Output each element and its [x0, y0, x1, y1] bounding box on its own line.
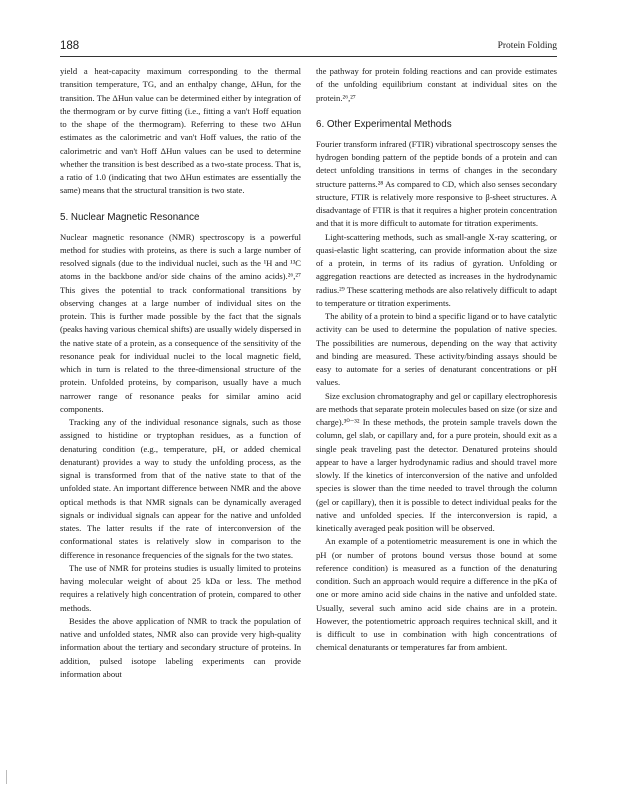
- paragraph: Tracking any of the individual resonance signals, such as those assigned to histidine or tryptophan residues, as a function of denaturing condition (e.g., temperature, pH, or added chemical denaturant) provides a way to study the unfolding process, as the signal is transformed from that of the native state to that of the unfolded state. An important difference between NMR and the above optical methods is that NMR signals can be dynamically averaged signals or individual signals can appear for the native and unfolded states. The latter results if the rate of interconversion of the conformational states is relatively slow in comparison to the difference in resonance frequencies of the signals for the two states.: [60, 417, 301, 560]
- running-head: Protein Folding: [497, 41, 557, 51]
- paragraph: Light-scattering methods, such as small-angle X-ray scattering, or quasi-elastic light scattering, can provide information about the size of a protein, in terms of its radius of gyration. Unfolding or aggregation reactions are detected as increases in the hydrodynamic radius.²⁹ These scattering methods are also relatively difficult to adapt to temperature or titration experiments.: [316, 231, 557, 308]
- paragraph: the pathway for protein folding reactions and can provide estimates of the unfolding equilibrium constant at individual sites on the protein.²⁶,²⁷: [316, 66, 557, 103]
- paragraph: The ability of a protein to bind a specific ligand or to have catalytic activity can be used to determine the population of native species. The possibilities are numerous, depending on the way that activity and binding are measured. These activity/binding assays should be easy to automate for a series of denaturant concentrations or pH values.: [316, 311, 557, 388]
- scan-edge-mark: [6, 770, 7, 784]
- paragraph: Besides the above application of NMR to track the population of native and unfolded states, NMR also can provide very high-quality information about the tertiary and secondary structure of proteins. In addition, pulsed isotope labeling experiments can provide information about: [60, 615, 301, 679]
- section-heading-nmr: 5. Nuclear Magnetic Resonance: [60, 211, 200, 223]
- paragraph: An example of a potentiometric measurement is one in which the pH (or number of protons bound versus those bound at some reference condition) is measured as a function of the denaturing condition. Such an approach would require a difference in the pKa of one or more amino acid side chains in the native and unfolded state. Usually, several such amino acid side chains are in a protein. However, the potentiometric approach requires technical skill, and it is difficult to use in combination with high concentrations of chemical denaturants or temperatures far from ambient.: [316, 536, 557, 653]
- paragraph: Fourier transform infrared (FTIR) vibrational spectroscopy senses the hydrogen bonding pattern of the peptide bonds of a protein and can detect unfolding transitions in terms of changes in the secondary structure patterns.²⁸ As compared to CD, which also senses secondary structure, FTIR is relatively more responsive to β-sheet structures. A disadvantage of FTIR is that it requires a higher protein concentration and that it is more difficult to automate for titration experiments.: [316, 138, 557, 229]
- page-number: 188: [60, 40, 80, 52]
- paragraph: The use of NMR for proteins studies is usually limited to proteins having molecular weight of about 25 kDa or less. The method requires a relatively high concentration of protein, compared to other methods.: [60, 562, 301, 613]
- page-header: [60, 40, 557, 56]
- paragraph: Size exclusion chromatography and gel or capillary electrophoresis are methods that separate protein molecules based on size (or size and charge).³⁰⁻³² In these methods, the protein sample travels down the column, gel slab, or capillary and, for a pure protein, should exit as a single peak traveling past the detector. Denatured proteins should appear to have a larger hydrodynamic radius and should travel more slowly. If the kinetics of interconversion of the native and unfolded species is slower than the time needed to travel through the column (gel or capillary), then it is possible to detect individual peaks for the native and unfolded species. If the interconversion is rapid, a kinetically averaged peak position will be observed.: [316, 390, 557, 534]
- header-rule: [60, 56, 557, 57]
- paragraph: yield a heat-capacity maximum corresponding to the thermal transition temperature, TG, and an enthalpy change, ΔHun, for the transition. The ΔHun value can be determined either by integration of the thermogram or by curve fitting (i.e., fitting a van't Hoff equation to the shape of the thermogram). Referring to these two ΔHun estimates as the calorimetric and van't Hoff values, the ratio of the calorimetric and van't Hoff ΔHun values can be used to determine whether the transition is best described as a two-state process. That is, a ratio of 1.0 (indicating that two ΔHun estimates are essentially the same) means that the structural transition is two state.: [60, 66, 301, 196]
- right-column: [316, 65, 557, 655]
- section-heading-other-methods: 6. Other Experimental Methods: [316, 119, 452, 130]
- paragraph: Nuclear magnetic resonance (NMR) spectroscopy is a powerful method for studies with proteins, as there is such a large number of resolved signals (due to the individual nuclei, such as the ¹H and ¹³C atoms in the backbone and/or side chains of the amino acids).²⁶,²⁷ This gives the potential to track conformational transitions by observing changes at a large number of individual sites on the protein. This is further made possible by the fact that the signals (peaks having various chemical shifts) are usually widely dispersed in the native state of a protein, as a consequence of the sensitivity of the resonance peak for individual nuclei to the local magnetic field, which in turn is related to the three-dimensional structure of the protein. Unfolded proteins, by comparison, usually have a much narrower range of resonance peaks for similar amino acid components.: [60, 231, 301, 414]
- left-column: [60, 65, 301, 681]
